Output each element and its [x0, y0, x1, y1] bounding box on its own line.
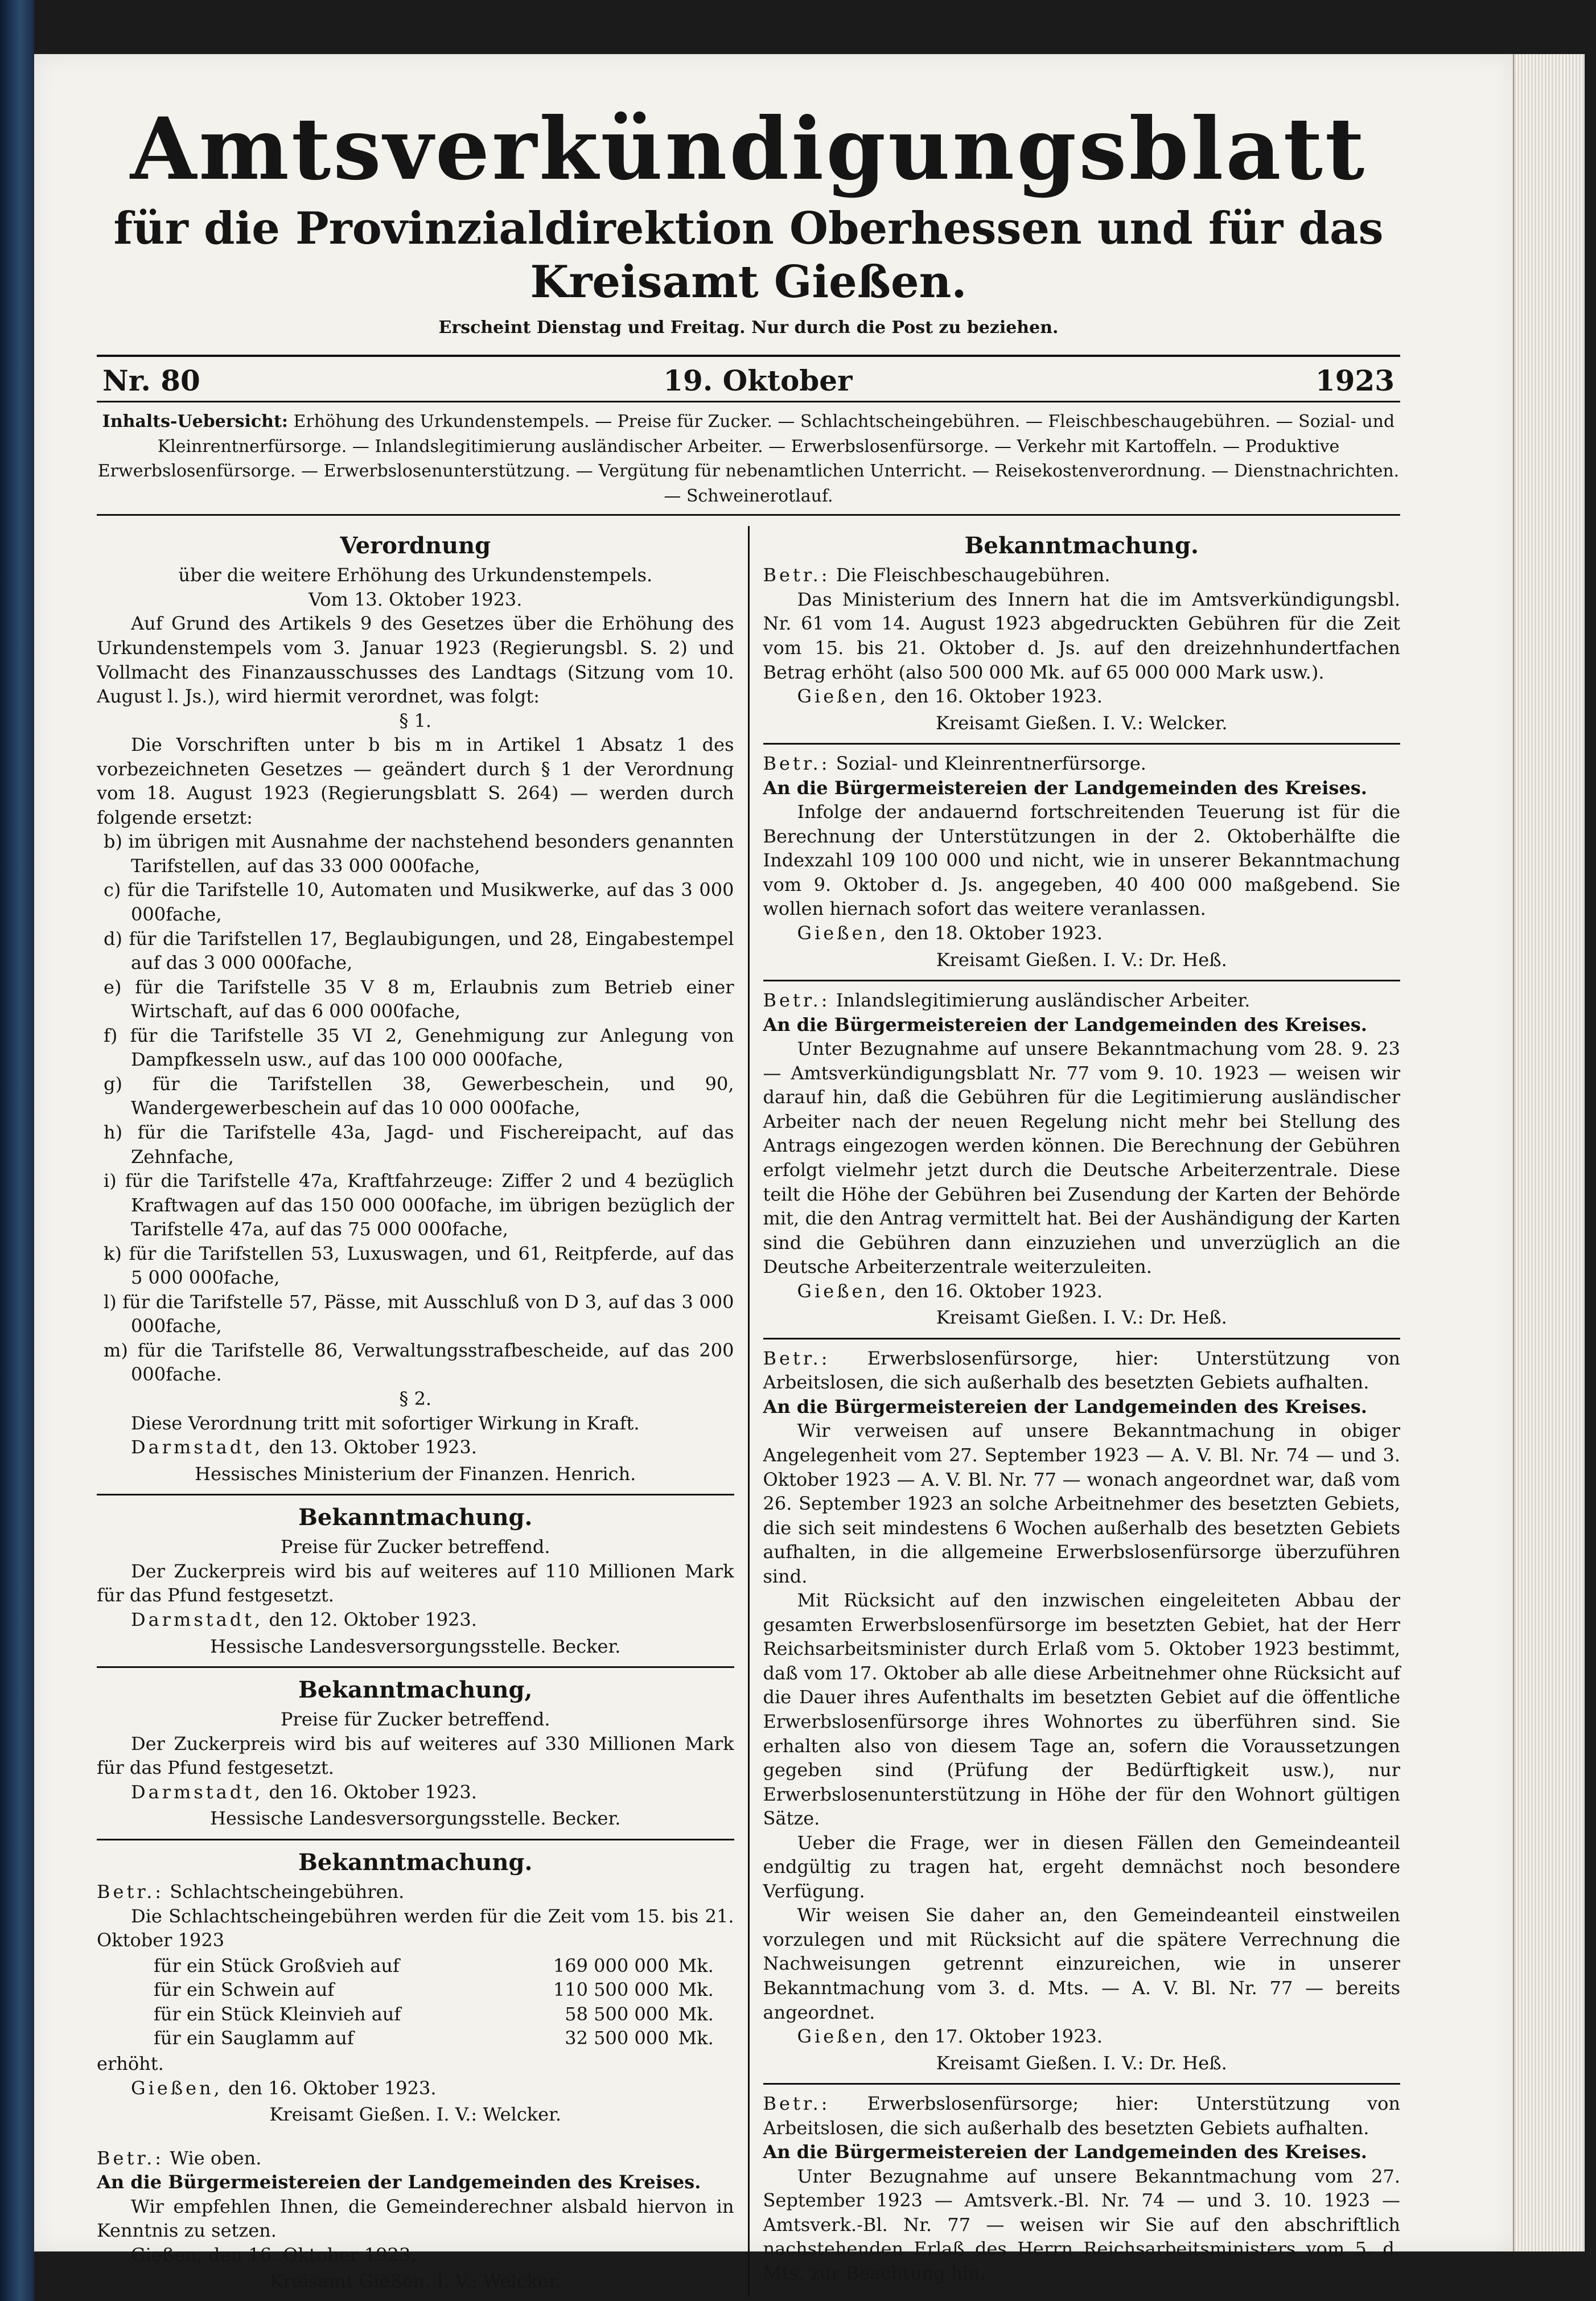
table-row: für ein Schwein auf 110 500 000 Mk.	[154, 1979, 714, 2001]
divider	[763, 2083, 1401, 2085]
sozial-text: Infolge der andauernd fortschreitenden Teuerung ist für die Berechnung der Unterstützungen in der 2. Oktoberhälfte die Indexzahl 109 100 000 und nicht, wie in unserer Bekanntmachung vom 9. Oktober d. Js. angegeben, 40 400 000 maßgebend. Sie wollen hiernach sofort das weitere veranlassen.	[763, 801, 1400, 920]
divider	[763, 980, 1401, 981]
sozial-place: Gießen, den 18. Oktober 1923.	[797, 922, 1103, 944]
rates-table	[97, 1954, 734, 2051]
list-item: e) für die Tarifstelle 35 V 8 m, Erlaubnis zum Betrieb einer Wirtschaft, auf das 6 000 000fache,	[104, 976, 734, 1022]
inland-signer: Kreisamt Gießen. I. V.: Dr. Heß.	[936, 1306, 1227, 1329]
bek1-signer: Hessische Landesversorgungsstelle. Becker.	[210, 1635, 621, 1657]
bek3-heading: Bekanntmachung.	[298, 1849, 533, 1876]
verordnung-intro: Auf Grund des Artikels 9 des Gesetzes über die Erhöhung des Urkundenstempels vom 3. Januar 1923 (Regierungsbl. S. 2) und Vollmacht des Finanzausschusses des Landtags (Sitzung vom 10. August l. Js.), wird hiermit verordnet, was folgt:	[97, 613, 734, 708]
verordnung-date: Vom 13. Oktober 1923.	[308, 588, 523, 610]
publication-note: Erscheint Dienstag und Freitag. Nur durch die Post zu beziehen.	[438, 318, 1059, 338]
list-item: k) für die Tarifstellen 53, Luxuswagen, und 61, Reitpferde, auf das 5 000 000fache,	[104, 1242, 734, 1289]
note-betr: Betr.: Wie oben.	[97, 2147, 262, 2169]
table-row: für ein Stück Kleinvieh auf 58 500 000 Mk.	[154, 2003, 714, 2025]
divider	[763, 1338, 1401, 1339]
inland-addressee: An die Bürgermeistereien der Landgemeinden des Kreises.	[763, 1013, 1367, 1036]
bek4-signer: Kreisamt Gießen. I. V.: Welcker.	[935, 712, 1228, 734]
inland-text: Unter Bezugnahme auf unsere Bekanntmachung vom 28. 9. 23 — Amtsverkündigungsblatt Nr. 77 vom 9. 10. 1923 — weisen wir darauf hin, daß die Gebühren für die Legitimierung ausländischer Arbeiter nach der neuen Regelung nicht mehr bei Stellung des Antrags eingezogen werden können. Die Berechnung der Gebühren erfolgt vielmehr jetzt durch die Deutsche Arbeiterzentrale. Diese teilt die Höhe der Gebühren bei Zusendung der Karten der Behörde mit, die den Antrag vermittelt hat. Bei der Aushändigung der Karten sind die Gebühren dann einzuziehen und unverzüglich an die Deutsche Arbeiterzentrale weiterzuleiten.	[763, 1038, 1400, 1278]
bek1-heading: Bekanntmachung.	[298, 1504, 533, 1531]
erwerb1-addressee: An die Bürgermeistereien der Landgemeinden des Kreises.	[763, 1395, 1367, 1417]
list-item: c) für die Tarifstelle 10, Automaten und Musikwerke, auf das 3 000 000fache,	[104, 879, 734, 926]
table-row: für ein Sauglamm auf 32 500 000 Mk.	[154, 2027, 714, 2049]
sozial-signer: Kreisamt Gießen. I. V.: Dr. Heß.	[936, 948, 1227, 971]
bek1-subtitle: Preise für Zucker betreffend.	[281, 1536, 550, 1558]
section-1: § 1.	[399, 709, 432, 732]
bek2-place: Darmstadt, den 16. Oktober 1923.	[131, 1781, 477, 1803]
bek4-text: Das Ministerium des Innern hat die im Amtsverkündigungsbl. Nr. 61 vom 14. August 1923 abgedruckten Gebühren für die Zeit vom 15. bis 21. Oktober d. Js. auf den dreizehnhundertfachen Betrag erhöht (also 500 000 Mk. auf 65 000 000 Mark usw.).	[763, 588, 1400, 683]
page-stack-edge	[1513, 54, 1585, 2251]
issue-bar	[97, 355, 1400, 402]
verordnung-place: Darmstadt, den 13. Oktober 1923.	[131, 1436, 477, 1458]
inland-betr: Betr.: Inlandslegitimierung ausländischer Arbeiter.	[763, 989, 1251, 1012]
masthead-title: Amtsverkündigungsblatt	[130, 99, 1367, 199]
columns	[97, 526, 1400, 2297]
left-column	[97, 526, 748, 2297]
bek3-tail: erhöht.	[97, 2053, 164, 2075]
erwerb1-betr: Betr.: Erwerbslosenfürsorge, hier: Unterstützung von Arbeitslosen, die sich außerhalb des besetzten Gebiets aufhalten.	[763, 1347, 1400, 1394]
erwerb1-signer: Kreisamt Gießen. I. V.: Dr. Heß.	[936, 2052, 1227, 2074]
verordnung-heading: Verordnung	[340, 532, 491, 560]
list-item: h) für die Tarifstelle 43a, Jagd- und Fischereipacht, auf das Zehnfache,	[104, 1121, 734, 1168]
divider	[97, 1666, 734, 1668]
table-of-contents	[97, 402, 1400, 516]
erwerb1-p3: Ueber die Frage, wer in diesen Fällen den Gemeindeanteil endgültig zu tragen hat, ergeht demnächst noch besondere Verfügung.	[763, 1831, 1400, 1902]
sozial-betr: Betr.: Sozial- und Kleinrentnerfürsorge.	[763, 753, 1146, 775]
right-column	[748, 526, 1401, 2297]
note-text: Wir empfehlen Ihnen, die Gemeinderechner alsbald hiervon in Kenntnis zu setzen.	[97, 2195, 734, 2242]
erwerb2-addressee: An die Bürgermeistereien der Landgemeinden des Kreises.	[763, 2141, 1367, 2163]
erwerb1-p4: Wir weisen Sie daher an, den Gemeindeanteil einstweilen vorzulegen und mit Rücksicht auf die spätere Verrechnung die Nachweisungen getrennt einzureichen, wie in unserer Bekanntmachung vom 3. d. Mts. — A. V. Bl. Nr. 77 — bereits angeordnet.	[763, 1904, 1400, 2023]
toc-text: Erhöhung des Urkundenstempels. — Preise für Zucker. — Schlachtscheingebühren. — Fleischbeschaugebühren. — Sozial- und Kleinrentnerfürsorge. — Inlandslegitimierung ausländischer Arbeiter. — Erwerbslosenfürsorge. — Verkehr mit Kartoffeln. — Produktive Erwerbslosenfürsorge. — Erwerbslosenunterstützung. — Vergütung für nebenamtlichen Unterricht. — Reisekostenverordnung. — Dienstnachrichten. — Schweinerotlauf.	[97, 412, 1400, 506]
list-item: m) für die Tarifstelle 86, Verwaltungsstrafbescheide, auf das 200 000fache.	[104, 1339, 734, 1386]
book-binding	[0, 0, 34, 2301]
bek2-signer: Hessische Landesversorgungsstelle. Becker.	[210, 1807, 621, 1830]
list-item: f) für die Tarifstelle 35 VI 2, Genehmigung zur Anlegung von Dampfkesseln usw., auf das 100 000 000fache,	[104, 1024, 734, 1071]
bek3-signer: Kreisamt Gießen. I. V.: Welcker.	[269, 2103, 562, 2126]
erwerb1-p1: Wir verweisen auf unsere Bekanntmachung in obiger Angelegenheit vom 27. September 1923 — A. V. Bl. Nr. 74 — und 3. Oktober 1923 — A. V. Bl. Nr. 77 — wonach angeordnet war, daß vom 26. September 1923 an solche Arbeitnehmer des besetzten Gebiets, die sich seit mindestens 6 Wochen außerhalb des besetzten Gebiets aufhalten, in die allgemeine Erwerbslosenfürsorge überzuführen sind.	[763, 1420, 1400, 1587]
note-signer: Kreisamt Gießen. I. V.: Welcker.	[269, 2270, 562, 2292]
verordnung-para1: Die Vorschriften unter b bis m in Artikel 1 Absatz 1 des vorbezeichneten Gesetzes — geändert durch § 1 der Verordnung vom 18. August 1923 (Regierungsblatt S. 264) — werden durch folgende ersetzt:	[97, 734, 734, 828]
bek4-place: Gießen, den 16. Oktober 1923.	[797, 685, 1103, 708]
bek1-text: Der Zuckerpreis wird bis auf weiteres auf 110 Millionen Mark für das Pfund festgesetzt.	[97, 1560, 734, 1606]
verordnung-signer: Hessisches Ministerium der Finanzen. Henrich.	[195, 1462, 636, 1485]
note-addressee: An die Bürgermeistereien der Landgemeinden des Kreises.	[97, 2171, 701, 2193]
list-item: b) im übrigen mit Ausnahme der nachstehend besonders genannten Tarifstellen, auf das 33 000 000fache,	[104, 831, 734, 877]
bek4-heading: Bekanntmachung.	[964, 532, 1199, 560]
bek3-place: Gießen, den 16. Oktober 1923.	[131, 2077, 437, 2099]
sozial-addressee: An die Bürgermeistereien der Landgemeinden des Kreises.	[763, 776, 1367, 799]
erwerb2-text: Unter Bezugnahme auf unsere Bekanntmachung vom 27. September 1923 — Amtsverk.-Bl. Nr. 74 — und 3. 10. 1923 — Amtsverk.-Bl. Nr. 77 — weisen wir Sie auf den abschriftlich nachstehenden Erlaß des Herrn Reichsarbeitsministers vom 5. d. Mts. zur Beachtung hin.	[763, 2165, 1400, 2284]
bek3-text: Die Schlachtscheingebühren werden für die Zeit vom 15. bis 21. Oktober 1923	[97, 1905, 734, 1951]
tariff-list	[97, 829, 734, 1387]
issue-date: 19. Oktober	[663, 364, 853, 398]
bek2-heading: Bekanntmachung,	[298, 1677, 533, 1704]
verordnung-para2: Diese Verordnung tritt mit sofortiger Wirkung in Kraft.	[131, 1412, 640, 1434]
erwerb1-place: Gießen, den 17. Oktober 1923.	[797, 2025, 1103, 2048]
list-item: l) für die Tarifstelle 57, Pässe, mit Ausschluß von D 3, auf das 3 000 000fache,	[104, 1291, 734, 1337]
section-2: § 2.	[399, 1387, 432, 1410]
bek4-betr: Betr.: Die Fleischbeschaugebühren.	[763, 564, 1110, 586]
list-item: g) für die Tarifstellen 38, Gewerbeschein, und 90, Wandergewerbeschein auf das 10 000 000fache,	[104, 1073, 734, 1119]
verordnung-subtitle: über die weitere Erhöhung des Urkundenstempels.	[178, 564, 653, 586]
bek3-betr: Betr.: Schlachtscheingebühren.	[97, 1881, 405, 1903]
bek1-place: Darmstadt, den 12. Oktober 1923.	[131, 1608, 477, 1630]
issue-year: 1923	[1315, 364, 1395, 398]
divider	[763, 743, 1401, 745]
list-item: d) für die Tarifstellen 17, Beglaubigungen, und 28, Eingabestempel auf das 3 000 000fache,	[104, 927, 734, 974]
list-item: i) für die Tarifstelle 47a, Kraftfahrzeuge: Ziffer 2 und 4 bezüglich Kraftwagen auf das 150 000 000fache, im übrigen bezüglich der Tarifstelle 47a, auf das 75 000 000fache,	[104, 1170, 734, 1240]
divider	[97, 1494, 734, 1495]
issue-number: Nr. 80	[102, 364, 200, 398]
divider	[97, 1839, 734, 1840]
inland-place: Gießen, den 16. Oktober 1923.	[797, 1280, 1103, 1302]
note-place: Gießen, den 16. Oktober 1923.	[131, 2244, 417, 2266]
toc-label: Inhalts-Uebersicht:	[102, 412, 288, 432]
bek2-subtitle: Preise für Zucker betreffend.	[281, 1708, 550, 1731]
erwerb1-p2: Mit Rücksicht auf den inzwischen eingeleiteten Abbau der gesamten Erwerbslosenfürsorge im besetzten Gebiet, hat der Herr Reichsarbeitsminister durch Erlaß vom 5. Oktober 1923 bestimmt, daß vom 17. Oktober ab alle diese Arbeitnehmer ohne Rücksicht auf die Dauer ihres Aufenthalts im besetzten Gebiet auf die öffentliche Erwerbslosenfürsorge ihres Wohnortes zu überführen sind. Sie erhalten also von diesem Tage an, sofern die Voraussetzungen gegeben sind (Prüfung der Bedürftigkeit usw.), nur Erwerbslosenunterstützung in Höhe der für den Wohnort gültigen Sätze.	[763, 1589, 1400, 1830]
newspaper-page	[97, 99, 1400, 2292]
table-row: für ein Stück Großvieh auf 169 000 000 Mk.	[154, 1954, 714, 1977]
erwerb2-betr: Betr.: Erwerbslosenfürsorge; hier: Unterstützung von Arbeitslosen, die sich außerhalb des besetzten Gebiets aufhalten.	[763, 2093, 1400, 2139]
masthead-subtitle: für die Provinzialdirektion Oberhessen und für das Kreisamt Gießen.	[113, 203, 1384, 308]
bek2-text: Der Zuckerpreis wird bis auf weiteres auf 330 Millionen Mark für das Pfund festgesetzt.	[97, 1732, 734, 1779]
